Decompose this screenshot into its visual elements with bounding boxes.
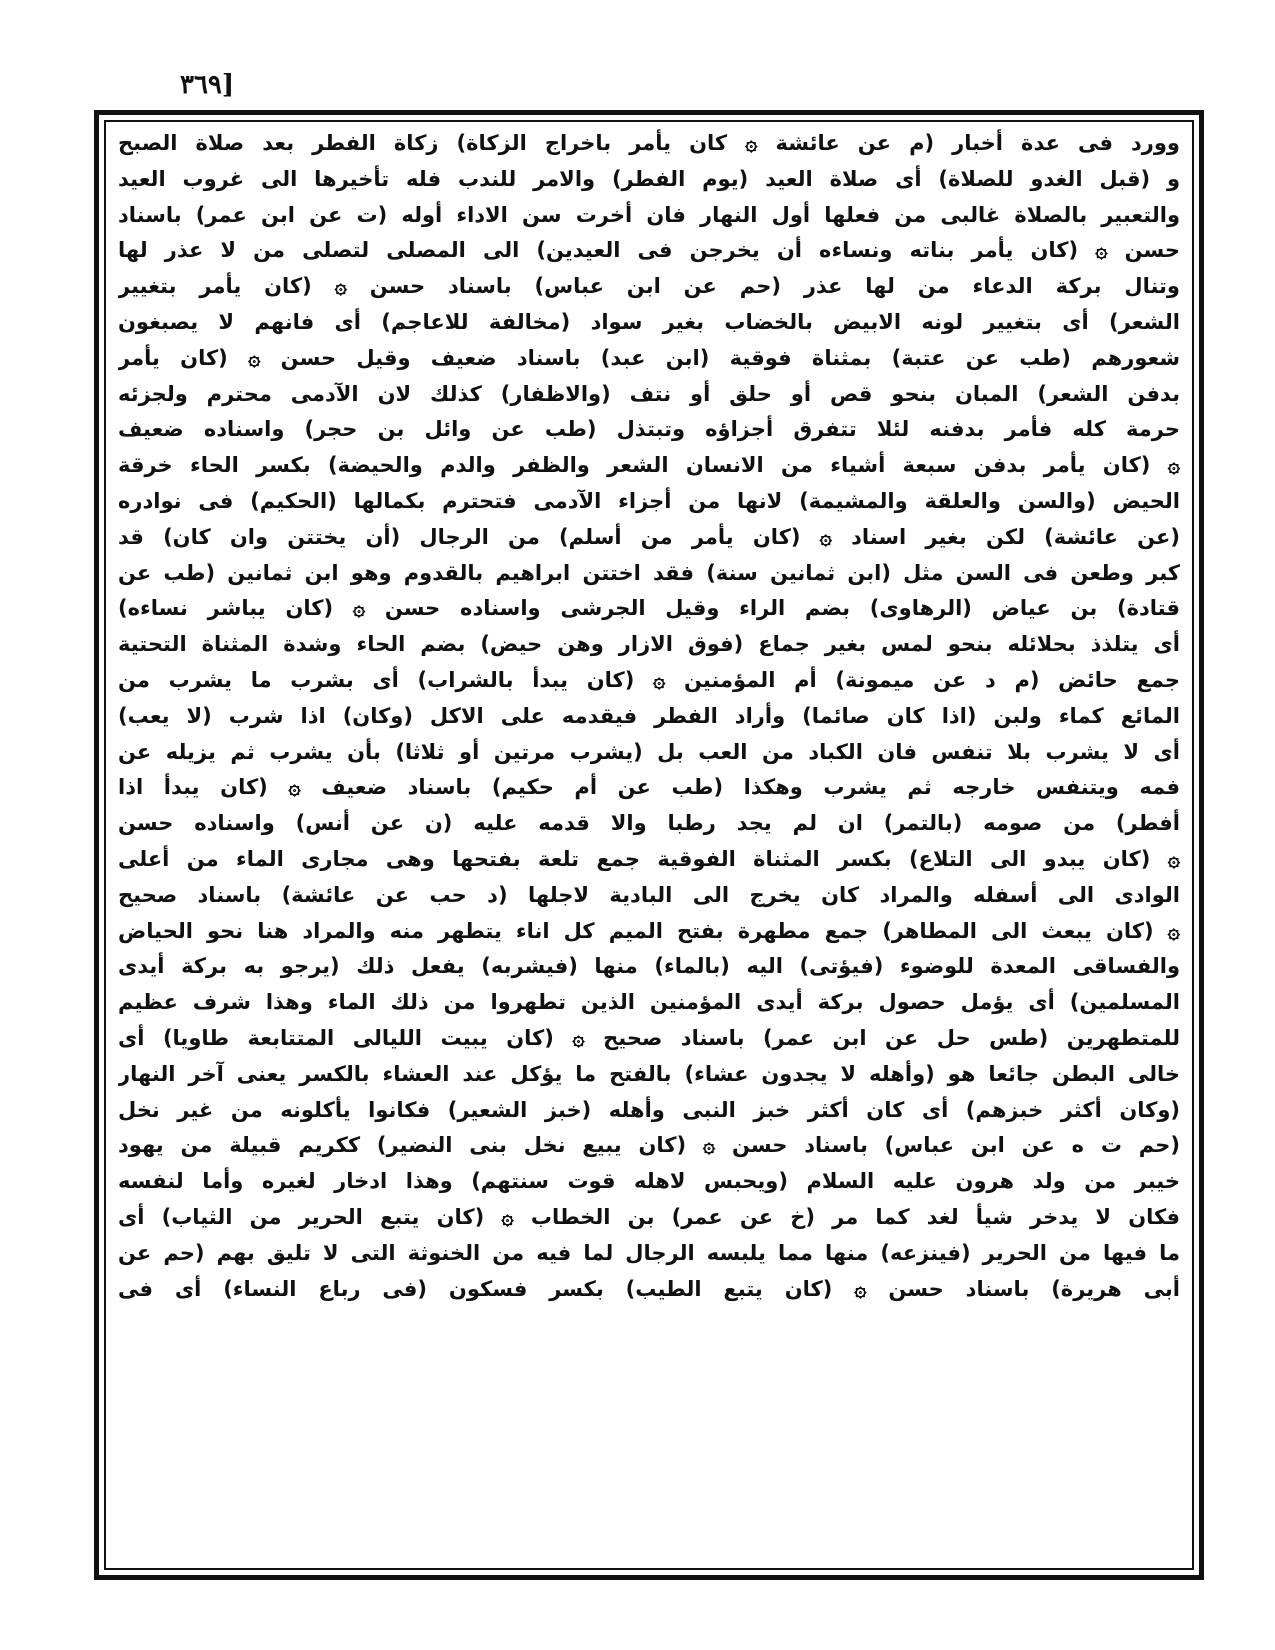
text-line: حسن ۞ (كان يأمر بناته ونساءه أن يخرجن فى العيدين) الى المصلى لتصلى من لا عذر لها [118,238,1180,263]
text-line: للمتطهرين (طس حل عن ابن عمر) باسناد صحيح ۞ (كان يبيت الليالى المتتابعة طاويا) أى [118,1025,1180,1050]
text-body [118,126,1180,1564]
text-line: الوادى الى أسفله والمراد كان يخرج الى البادية لاجلها (د حب عن عائشة) باسناد صحيح [118,882,1180,907]
text-line: (حم ت ه عن ابن عباس) باسناد حسن ۞ (كان يبيع نخل بنى النضير) ككريم قبيلة من يهود [118,1133,1180,1158]
text-line: كبر وطعن فى السن مثل (ابن ثمانين سنة) فقد اختتن ابراهيم بالقدوم وهو ابن ثمانين (طب عن [118,560,1180,585]
text-line: و (قبل الغدو للصلاة) أى صلاة العيد (يوم الفطر) والامر للندب فله تأخيرها الى غروب العيد [118,166,1180,191]
text-line: بدفن الشعر) المبان بنحو قص أو حلق أو نتف (والاظفار) كذلك لان الآدمى محترم ولجزئه [118,381,1180,406]
text-line: والتعبير بالصلاة غالبى من فعلها أول النهار فان أخرت سن الاداء أوله (ت عن ابن عمر) باسناد [118,202,1180,227]
text-line: شعورهم (طب عن عتبة) بمثناة فوقية (ابن عبد) باسناد ضعيف وقيل حسن ۞ (كان يأمر [118,345,1180,370]
text-line: والفساقى المعدة للوضوء (فيؤتى) اليه (بالماء) منها (فيشربه) يفعل ذلك (يرجو به بركة أيدى [118,954,1180,979]
page-number: [٣٦٩ [180,70,235,100]
text-line: أبى هريرة) باسناد حسن ۞ (كان يتبع الطيب) بكسر فسكون (فى رباع النساء) أى فى [118,1276,1180,1301]
text-line: وورد فى عدة أخبار (م عن عائشة ۞ كان يأمر باخراج الزكاة) زكاة الفطر بعد صلاة الصبح [118,131,1180,155]
text-line: قتادة) بن عياض (الرهاوى) بضم الراء وقيل الجرشى واسناده حسن ۞ (كان يباشر نساءه) [118,596,1180,621]
text-line: الشعر) أى بتغيير لونه الابيض بالخضاب بغير سواد (مخالفة للاعاجم) أى فانهم لا يصبغون [118,309,1180,334]
text-line: ۞ (كان يبدو الى التلاع) بكسر المثناة الفوقية جمع تلعة بفتحها وهى مجارى الماء من أعلى [118,846,1180,871]
text-line: (عن عائشة) لكن بغير اسناد ۞ (كان يأمر من أسلم) من الرجال (أن يختتن وان كان) قد [118,524,1180,549]
text-line: ما فيها من الحرير (فينزعه) منها مما يلبسه الرجال لما فيه من الخنوثة التى لا تليق بهم (حم عن [118,1240,1180,1265]
text-line: وتنال بركة الدعاء من لها عذر (حم عن ابن عباس) باسناد حسن ۞ (كان يأمر بتغيير [118,274,1180,299]
text-line: جمع حائض (م د عن ميمونة) أم المؤمنين ۞ (كان يبدأ بالشراب) أى بشرب ما يشرب من [118,667,1180,692]
text-line: حرمة كله فأمر بدفنه لئلا تتفرق أجزاؤه وتبتذل (طب عن وائل بن حجر) واسناده ضعيف [118,417,1180,442]
text-line: الحيض (والسن والعلقة والمشيمة) لانها من أجزاء الآدمى فتحترم بكمالها (الحكيم) فى نوادره [118,488,1180,513]
text-line: أى يتلذذ بحلائله بنحو لمس بغير جماع (فوق الازار وهن حيض) بضم الحاء وشدة المثناة التحتية [118,632,1180,657]
text-line: خالى البطن جائعا هو (وأهله لا يجدون عشاء) بالفتح ما يؤكل عند العشاء بالكسر يعنى آخر النهار [118,1061,1180,1086]
text-line: فمه ويتنفس خارجه ثم يشرب وهكذا (طب عن أم حكيم) باسناد ضعيف ۞ (كان يبدأ اذا [118,775,1180,800]
text-line: أى لا يشرب بلا تنفس فان الكباد من العب بل (يشرب مرتين أو ثلاثا) بأن يشرب ثم يزيله عن [118,739,1180,764]
text-line: ۞ (كان يأمر بدفن سبعة أشياء من الانسان الشعر والظفر والدم والحيضة) بكسر الحاء خرقة [118,453,1180,478]
text-line: خيبر من ولد هرون عليه السلام (ويحبس لاهله قوت سنتهم) وهذا ادخار لغيره وأما لنفسه [118,1169,1180,1194]
text-line: أفطر) من صومه (بالتمر) ان لم يجد رطبا والا قدمه عليه (ن عن أنس) واسناده حسن [118,811,1180,836]
text-line: فكان لا يدخر شيأ لغد كما مر (خ عن عمر) بن الخطاب ۞ (كان يتبع الحرير من الثياب) أى [118,1204,1180,1229]
text-line: (وكان أكثر خبزهم) أى كان أكثر خبز النبى وأهله (خبز الشعير) فكانوا يأكلونه من غير نخل [118,1097,1180,1122]
text-line: المسلمين) أى يؤمل حصول بركة أيدى المؤمنين الذين تطهروا من ذلك الماء وهذا شرف عظيم [118,990,1180,1015]
text-line: ۞ (كان يبعث الى المطاهر) جمع مطهرة بفتح الميم كل اناء يتطهر منه والمراد هنا نحو الحياض [118,918,1180,943]
text-line: المائع كماء ولبن (اذا كان صائما) وأراد الفطر فيقدمه على الاكل (وكان) اذا شرب (لا يعب) [118,703,1180,728]
